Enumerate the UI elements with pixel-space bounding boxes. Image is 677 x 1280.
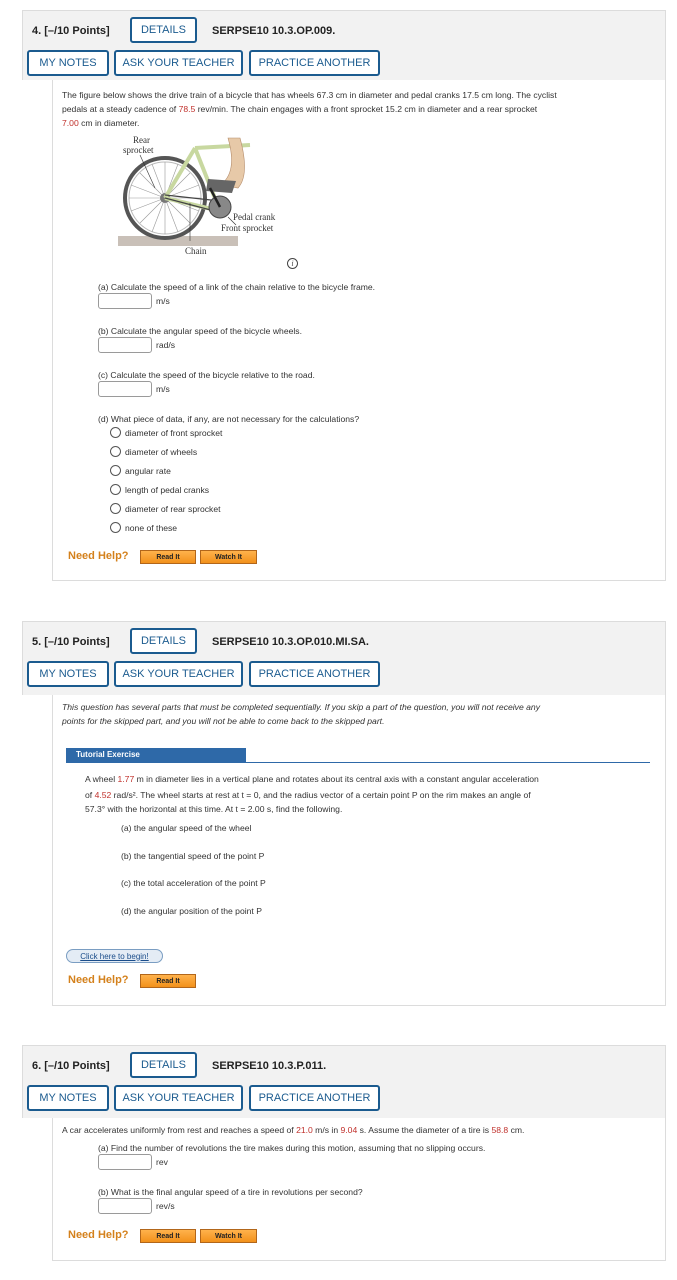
- q6-title: 6. [–/10 Points]: [32, 1060, 110, 1072]
- q6-details-button[interactable]: DETAILS: [130, 1052, 197, 1078]
- q5-notice-line-2: points for the skipped part, and you will not be able to come back to the skipped part.: [62, 716, 385, 726]
- q6-part-b-label: (b) What is the final angular speed of a tire in revolutions per second?: [98, 1187, 363, 1197]
- q6-watch-it-button[interactable]: Watch It: [200, 1229, 257, 1243]
- q5-problem-line-3: 57.3° with the horizontal at this time. At t = 2.00 s, find the following.: [85, 804, 343, 814]
- q6-ask-teacher-button[interactable]: ASK YOUR TEACHER: [114, 1085, 243, 1111]
- q6-code: SERPSE10 10.3.P.011.: [212, 1060, 327, 1072]
- q4-part-a-unit: m/s: [156, 296, 170, 306]
- q6-diameter-value: 58.8: [491, 1125, 509, 1135]
- q4-details-button[interactable]: DETAILS: [130, 17, 197, 43]
- tutorial-divider: [66, 762, 650, 763]
- fig-label-front-sprocket: Front sprocket: [221, 223, 274, 233]
- q5-code: SERPSE10 10.3.OP.010.MI.SA.: [212, 636, 369, 648]
- q6-my-notes-button[interactable]: MY NOTES: [27, 1085, 109, 1111]
- q5-text-c: of: [85, 790, 95, 800]
- q4-cadence-value: 78.5: [178, 104, 196, 114]
- fig-label-pedal-crank: Pedal crank: [233, 212, 276, 222]
- q4-part-b-input[interactable]: [98, 337, 152, 353]
- q4-option-radio[interactable]: [110, 427, 121, 438]
- q6-text-b: m/s in: [312, 1125, 341, 1135]
- q4-ask-teacher-button[interactable]: ASK YOUR TEACHER: [114, 50, 243, 76]
- q4-intro-text-c: cm in diameter.: [78, 118, 140, 128]
- q6-part-b-unit: rev/s: [156, 1201, 175, 1211]
- q6-part-a-unit: rev: [156, 1157, 168, 1167]
- q4-rear-sprocket-value: 7.00: [62, 118, 79, 128]
- q4-watch-it-button[interactable]: Watch It: [200, 550, 257, 564]
- q5-details-button[interactable]: DETAILS: [130, 628, 197, 654]
- q4-option-radio[interactable]: [110, 465, 121, 476]
- q5-title: 5. [–/10 Points]: [32, 636, 110, 648]
- q4-practice-another-button[interactable]: PRACTICE ANOTHER: [249, 50, 380, 76]
- q4-part-a-input[interactable]: [98, 293, 152, 309]
- q4-part-b-unit: rad/s: [156, 340, 176, 350]
- q6-speed-value: 21.0: [296, 1125, 313, 1135]
- q4-option-radio[interactable]: [110, 503, 121, 514]
- q4-part-a-label: (a) Calculate the speed of a link of the chain relative to the bicycle frame.: [98, 282, 376, 292]
- q4-option-label: diameter of wheels: [125, 447, 198, 457]
- q5-problem-line-2: [85, 788, 531, 802]
- q4-intro-text-b: rev/min. The chain engages with a front sprocket 15.2 cm in diameter and a rear sprocket: [195, 104, 538, 114]
- q4-option-radio[interactable]: [110, 522, 121, 533]
- q4-my-notes-button[interactable]: MY NOTES: [27, 50, 109, 76]
- q6-text-d: cm.: [508, 1125, 525, 1135]
- q4-need-help: Need Help?: [68, 550, 129, 562]
- q4-option-radio[interactable]: [110, 446, 121, 457]
- fig-label-rear: Rear: [133, 135, 150, 145]
- q4-read-it-button[interactable]: Read It: [140, 550, 196, 564]
- fig-label-chain: Chain: [185, 246, 207, 256]
- q4-part-d-label: (d) What piece of data, if any, are not necessary for the calculations?: [98, 414, 360, 424]
- q6-problem-text: [62, 1123, 524, 1137]
- q5-my-notes-button[interactable]: MY NOTES: [27, 661, 109, 687]
- q4-option-radio[interactable]: [110, 484, 121, 495]
- q4-option-label: diameter of front sprocket: [125, 428, 223, 438]
- q4-intro-text: pedals at a steady cadence of: [62, 104, 179, 114]
- q6-time-value: 9.04: [340, 1125, 358, 1135]
- q4-intro-line-2: [62, 102, 537, 116]
- q4-intro-line-1: The figure below shows the drive train of a bicycle that has wheels 67.3 cm in diameter and pedal cranks 17.5 cm long. The cyclist: [62, 90, 557, 100]
- q5-problem-line-1: [85, 772, 539, 786]
- fig-label-sprocket: sprocket: [123, 145, 154, 155]
- q5-diameter-value: 1.77: [117, 774, 135, 784]
- q5-part-b: (b) the tangential speed of the point P: [121, 851, 265, 861]
- q6-need-help: Need Help?: [68, 1229, 129, 1241]
- q5-need-help: Need Help?: [68, 974, 129, 986]
- q5-ask-teacher-button[interactable]: ASK YOUR TEACHER: [114, 661, 243, 687]
- q6-text: A car accelerates uniformly from rest and reaches a speed of: [62, 1125, 297, 1135]
- q6-read-it-button[interactable]: Read It: [140, 1229, 196, 1243]
- q6-text-c: s. Assume the diameter of a tire is: [357, 1125, 492, 1135]
- q4-option-label: diameter of rear sprocket: [125, 504, 221, 514]
- q6-part-a-input[interactable]: [98, 1154, 152, 1170]
- q6-practice-another-button[interactable]: PRACTICE ANOTHER: [249, 1085, 380, 1111]
- q6-part-a-label: (a) Find the number of revolutions the tire makes during this motion, assuming that no slipping occurs.: [98, 1143, 486, 1153]
- q4-option-label: none of these: [125, 523, 178, 533]
- q5-text-b: m in diameter lies in a vertical plane and rotates about its central axis with a constant angular acceleration: [134, 774, 539, 784]
- info-icon[interactable]: i: [287, 258, 298, 269]
- q5-text: A wheel: [85, 774, 118, 784]
- q5-part-a: (a) the angular speed of the wheel: [121, 823, 252, 833]
- q4-part-c-label: (c) Calculate the speed of the bicycle relative to the road.: [98, 370, 315, 380]
- q4-part-c-unit: m/s: [156, 384, 170, 394]
- q4-intro-line-3: [62, 116, 139, 130]
- q5-practice-another-button[interactable]: PRACTICE ANOTHER: [249, 661, 380, 687]
- q4-option-label: length of pedal cranks: [125, 485, 210, 495]
- q5-part-d: (d) the angular position of the point P: [121, 906, 262, 916]
- q4-option-label: angular rate: [125, 466, 171, 476]
- q4-part-c-input[interactable]: [98, 381, 152, 397]
- q5-part-c: (c) the total acceleration of the point P: [121, 878, 266, 888]
- q4-code: SERPSE10 10.3.OP.009.: [212, 25, 336, 37]
- q5-read-it-button[interactable]: Read It: [140, 974, 196, 988]
- q4-title: 4. [–/10 Points]: [32, 25, 110, 37]
- q5-text-d: rad/s². The wheel starts at rest at t = 0, and the radius vector of a certain point P on the rim makes an angle of: [111, 790, 531, 800]
- q6-part-b-input[interactable]: [98, 1198, 152, 1214]
- q5-acceleration-value: 4.52: [94, 790, 112, 800]
- q4-part-b-label: (b) Calculate the angular speed of the bicycle wheels.: [98, 326, 302, 336]
- tutorial-exercise-bar: Tutorial Exercise: [66, 748, 246, 762]
- click-to-begin-button[interactable]: Click here to begin!: [66, 949, 163, 963]
- q5-notice-line-1: This question has several parts that must be completed sequentially. If you skip a part of the question, you will not receive any: [62, 702, 541, 712]
